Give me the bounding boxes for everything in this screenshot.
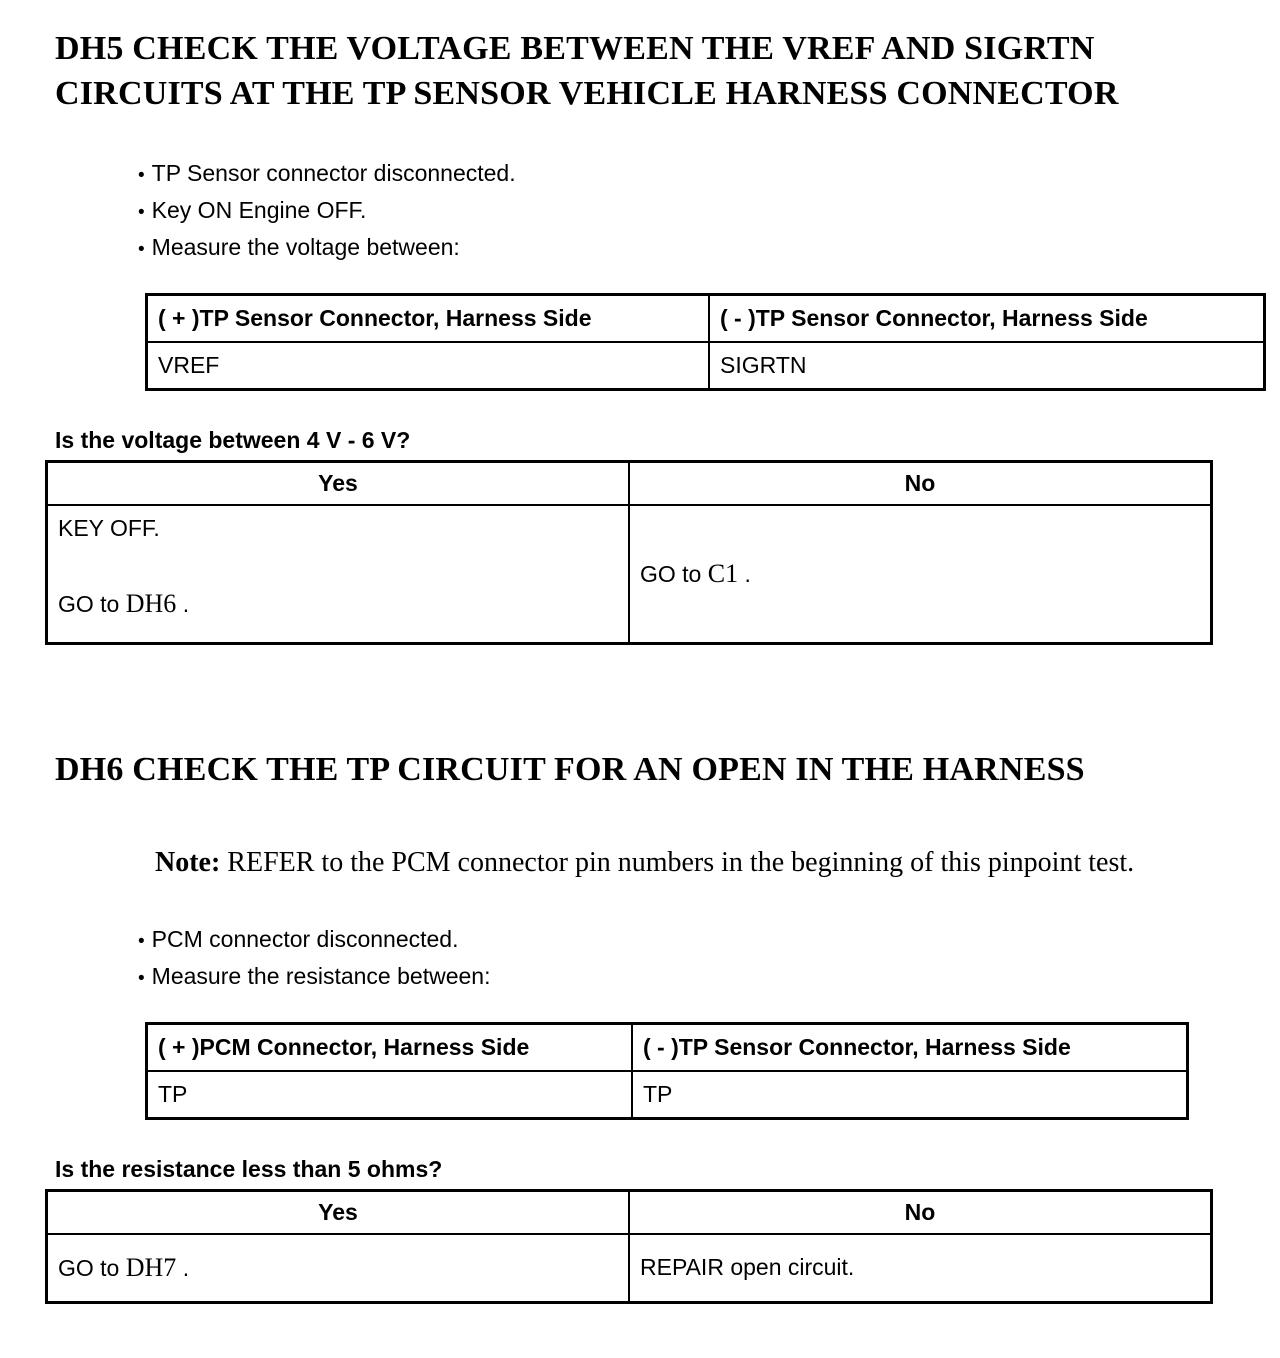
- goto-text: GO to: [58, 591, 126, 618]
- dh5-result-table: [45, 460, 1213, 645]
- goto-punct: .: [738, 561, 751, 588]
- no-action-line: REPAIR open circuit.: [640, 1254, 855, 1281]
- table-row: [147, 342, 1265, 390]
- list-item: [138, 959, 1280, 996]
- dh6-note: [155, 843, 1150, 882]
- measure-negative-value: SIGRTN: [709, 342, 1265, 390]
- yes-column-header: Yes: [47, 462, 630, 506]
- test-ref-dh7: DH7: [125, 1252, 177, 1282]
- bullet-icon: •: [138, 967, 145, 989]
- bullet-icon: •: [138, 930, 145, 952]
- no-column-header: No: [629, 462, 1212, 506]
- list-item: [138, 230, 1280, 267]
- bullet-text: Measure the voltage between:: [151, 234, 460, 261]
- no-column-header: No: [629, 1190, 1212, 1234]
- measure-positive-value: TP: [147, 1071, 633, 1119]
- bullet-text: TP Sensor connector disconnected.: [151, 160, 516, 187]
- goto-punct: .: [176, 1254, 190, 1281]
- goto-text: GO to: [640, 561, 708, 588]
- list-item: [138, 922, 1280, 959]
- note-text: REFER to the PCM connector pin numbers in the beginning of this pinpoint test.: [220, 846, 1135, 878]
- bullet-icon: •: [138, 202, 145, 224]
- table-header-row: [147, 295, 1265, 343]
- no-result-cell: [629, 505, 1212, 644]
- dh5-heading: DH5 CHECK THE VOLTAGE BETWEEN THE VREF AND SIGRTN CIRCUITS AT THE TP SENSOR VEHICLE HARNESS CONNECTOR: [55, 30, 1119, 113]
- dh6-heading: DH6 CHECK THE TP CIRCUIT FOR AN OPEN IN THE HARNESS: [55, 751, 1085, 789]
- measure-positive-header: ( + )PCM Connector, Harness Side: [147, 1023, 633, 1071]
- no-goto-line: [640, 559, 1200, 589]
- yes-result-cell: [47, 505, 630, 644]
- bullet-text: Key ON Engine OFF.: [151, 197, 367, 224]
- bullet-text: PCM connector disconnected.: [151, 925, 459, 952]
- yes-action-line: KEY OFF.: [58, 515, 160, 542]
- table-header-row: [47, 1190, 1212, 1234]
- no-result-cell: [629, 1234, 1212, 1303]
- goto-text: GO to: [58, 1254, 126, 1281]
- table-header-row: [47, 462, 1212, 506]
- measure-negative-value: TP: [632, 1071, 1188, 1119]
- table-row: [47, 505, 1212, 644]
- measure-positive-value: VREF: [147, 342, 710, 390]
- goto-punct: .: [176, 591, 190, 618]
- table-header-row: [147, 1023, 1188, 1071]
- table-row: [147, 1071, 1188, 1119]
- dh5-question: Is the voltage between 4 V - 6 V?: [55, 427, 411, 454]
- note-label: Note:: [155, 846, 221, 878]
- list-item: [138, 193, 1280, 230]
- measure-positive-header: ( + )TP Sensor Connector, Harness Side: [147, 295, 710, 343]
- dh5-measure-table: [145, 293, 1266, 391]
- dh6-bullet-list: [138, 922, 1280, 996]
- dh6-measure-table: [145, 1022, 1189, 1120]
- measure-negative-header: ( - )TP Sensor Connector, Harness Side: [632, 1023, 1188, 1071]
- yes-column-header: Yes: [47, 1190, 630, 1234]
- yes-goto-line: [58, 1253, 618, 1283]
- yes-cell-content: [58, 515, 618, 619]
- test-ref-dh6: DH6: [125, 589, 177, 619]
- yes-result-cell: [47, 1234, 630, 1303]
- table-row: [47, 1234, 1212, 1303]
- measure-negative-header: ( - )TP Sensor Connector, Harness Side: [709, 295, 1265, 343]
- bullet-icon: •: [138, 239, 145, 261]
- dh6-question: Is the resistance less than 5 ohms?: [55, 1155, 443, 1182]
- bullet-icon: •: [138, 165, 145, 187]
- list-item: [138, 156, 1280, 193]
- bullet-text: Measure the resistance between:: [151, 962, 491, 989]
- test-ref-c1: C1: [707, 559, 739, 589]
- yes-goto-line: [58, 589, 618, 619]
- dh5-bullet-list: [138, 156, 1280, 267]
- dh6-result-table: [45, 1189, 1213, 1304]
